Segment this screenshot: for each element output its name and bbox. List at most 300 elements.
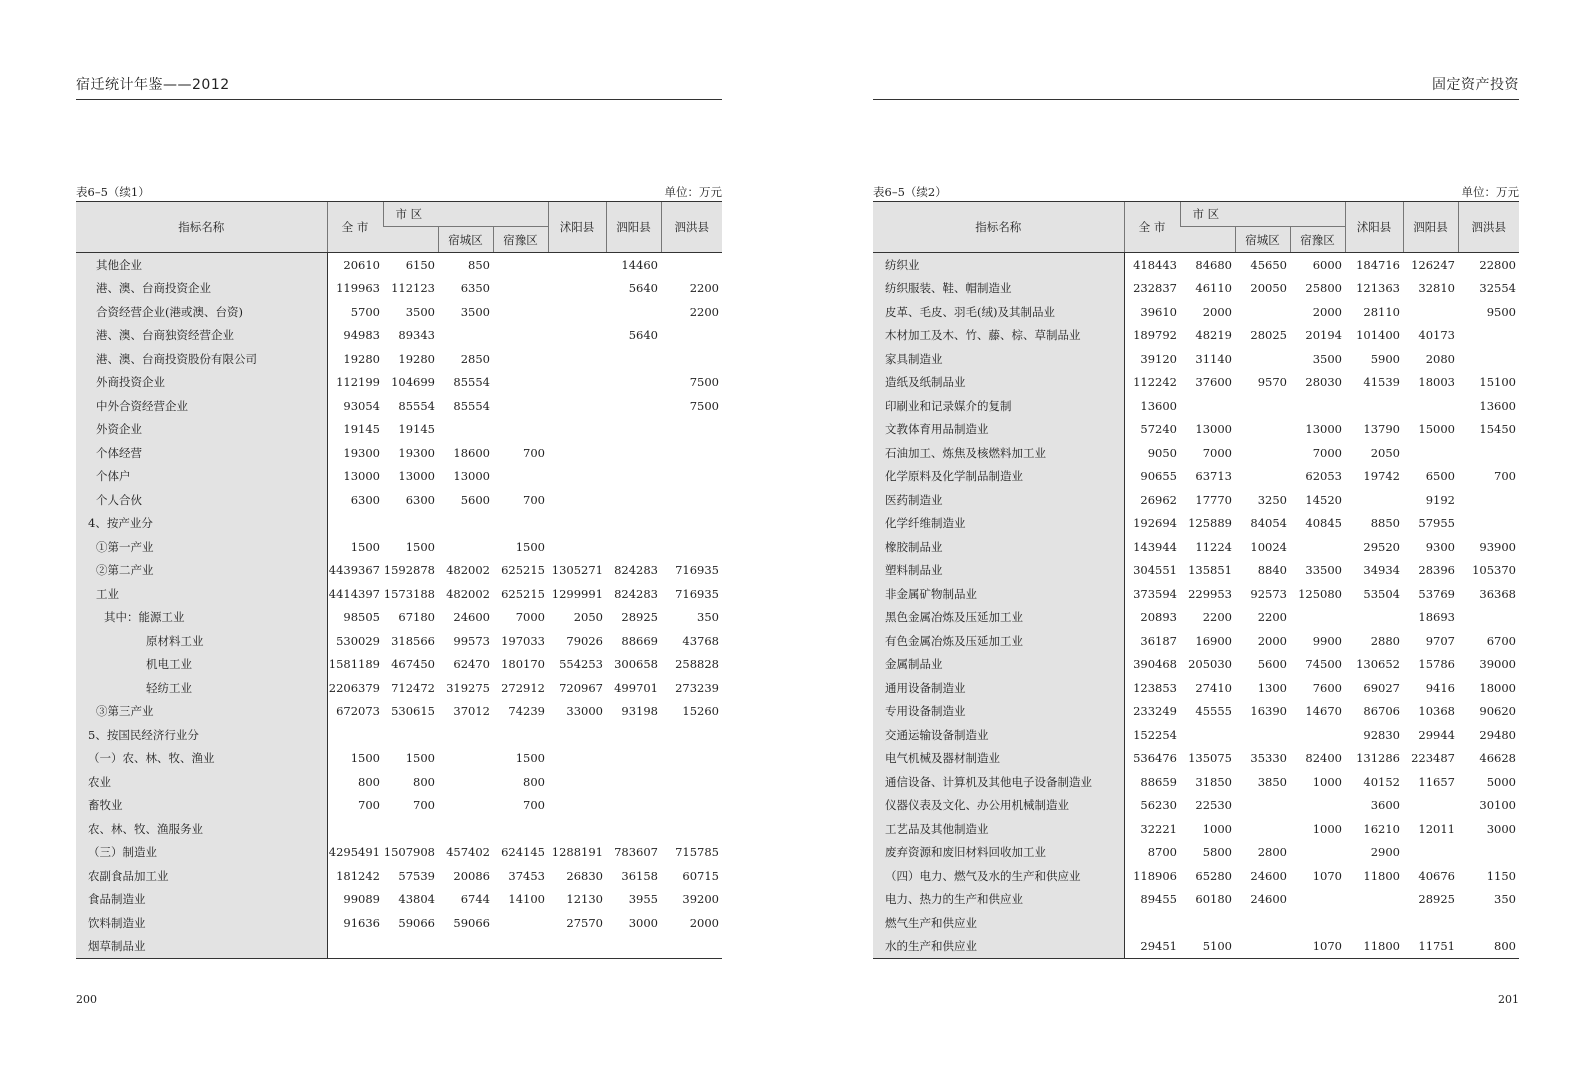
row-label: 医药制造业	[873, 488, 1124, 512]
cell-value: 7600	[1312, 680, 1342, 695]
row-label: 个体经营	[76, 441, 327, 465]
cell-value: 125889	[1188, 516, 1232, 531]
cell-value	[548, 300, 606, 324]
cell-value: 14670	[1305, 704, 1342, 719]
table-row	[76, 794, 722, 818]
cell-value: 3500	[405, 304, 435, 319]
cell-value: 48219	[1195, 328, 1232, 343]
cell-value	[493, 277, 548, 301]
cell-value: 223487	[1411, 751, 1455, 766]
cell-value	[661, 465, 722, 489]
cell-value: 1070	[1312, 868, 1342, 883]
cell-value	[1403, 841, 1458, 865]
row-label: 港、澳、台商投资企业	[76, 277, 327, 301]
cell-value: 373594	[1133, 586, 1177, 601]
cell-value: 15000	[1418, 422, 1455, 437]
table-caption	[76, 184, 722, 200]
cell-value	[1235, 935, 1290, 959]
cell-value	[1345, 911, 1403, 935]
row-label: 有色金属冶炼及压延加工业	[873, 629, 1124, 653]
table-row	[873, 394, 1519, 418]
header-whole-city: 全 市	[1124, 202, 1180, 253]
row-label: 废弃资源和废旧材料回收加工业	[873, 841, 1124, 865]
table-row	[873, 488, 1519, 512]
cell-value: 273239	[675, 680, 719, 695]
cell-value: 60715	[682, 868, 719, 883]
cell-value: 15260	[682, 704, 719, 719]
cell-value: 62053	[1305, 469, 1342, 484]
table-row	[76, 441, 722, 465]
cell-value	[438, 935, 493, 959]
row-label: 石油加工、炼焦及核燃料加工业	[873, 441, 1124, 465]
row-label: 非金属矿物制品业	[873, 582, 1124, 606]
row-label: 纺织服装、鞋、帽制造业	[873, 277, 1124, 301]
table-row	[76, 277, 722, 301]
cell-value: 2850	[460, 351, 490, 366]
cell-value	[1180, 723, 1235, 747]
table-row	[76, 253, 722, 277]
cell-value	[661, 535, 722, 559]
cell-value: 28110	[1363, 304, 1400, 319]
cell-value: 783607	[614, 845, 658, 860]
cell-value	[1458, 841, 1519, 865]
cell-value	[493, 723, 548, 747]
cell-value	[1235, 347, 1290, 371]
table-row	[873, 582, 1519, 606]
cell-value: 13000	[398, 469, 435, 484]
cell-value: 390468	[1133, 657, 1177, 672]
cell-value: 2080	[1425, 351, 1455, 366]
cell-value: 36187	[1140, 633, 1177, 648]
cell-value	[327, 723, 383, 747]
cell-value: 63713	[1195, 469, 1232, 484]
table-row	[76, 559, 722, 583]
cell-value: 22800	[1479, 257, 1516, 272]
cell-value: 1300	[1257, 680, 1287, 695]
cell-value	[1290, 841, 1345, 865]
cell-value: 7000	[1202, 445, 1232, 460]
cell-value: 18600	[453, 445, 490, 460]
cell-value	[548, 394, 606, 418]
cell-value: 24600	[453, 610, 490, 625]
cell-value: 1070	[1290, 935, 1345, 959]
cell-value: 41539	[1363, 375, 1400, 390]
cell-value: 9500	[1486, 304, 1516, 319]
cell-value: 5600	[460, 492, 490, 507]
cell-value: 15450	[1479, 422, 1516, 437]
cell-value: 1500	[515, 751, 545, 766]
cell-value: 258828	[675, 657, 719, 672]
cell-value	[438, 817, 493, 841]
cell-value: 94983	[343, 328, 380, 343]
cell-value: 205030	[1188, 657, 1232, 672]
cell-value	[1290, 535, 1345, 559]
cell-value: 7500	[689, 375, 719, 390]
table-row	[76, 324, 722, 348]
table-row	[873, 559, 1519, 583]
running-head-title: 宿迁统计年鉴——2012	[76, 74, 722, 100]
cell-value: 20086	[453, 868, 490, 883]
table-body	[76, 253, 722, 959]
row-label: 原材料工业	[76, 629, 327, 653]
table-body	[873, 253, 1519, 959]
row-label: 饮料制造业	[76, 911, 327, 935]
cell-value: 536476	[1133, 751, 1177, 766]
row-label: （四）电力、燃气及水的生产和供应业	[873, 864, 1124, 888]
cell-value: 60180	[1195, 892, 1232, 907]
cell-value	[1458, 911, 1519, 935]
cell-value: 30100	[1479, 798, 1516, 813]
cell-value: 672073	[336, 704, 380, 719]
cell-value: 850	[468, 257, 490, 272]
cell-value: 67180	[398, 610, 435, 625]
cell-value: 14100	[508, 892, 545, 907]
cell-value: 32554	[1479, 281, 1516, 296]
cell-value	[606, 747, 661, 771]
cell-value	[661, 347, 722, 371]
cell-value: 18000	[1479, 680, 1516, 695]
cell-value	[383, 935, 438, 959]
cell-value: 93198	[621, 704, 658, 719]
cell-value: 46628	[1479, 751, 1516, 766]
cell-value: 17770	[1195, 492, 1232, 507]
row-label: 工业	[76, 582, 327, 606]
cell-value: 12011	[1418, 821, 1455, 836]
cell-value: 4414397	[328, 586, 380, 601]
cell-value: 2050	[573, 610, 603, 625]
cell-value: 57240	[1140, 422, 1177, 437]
cell-value: 2880	[1370, 633, 1400, 648]
cell-value: 1500	[515, 539, 545, 554]
cell-value	[1290, 911, 1345, 935]
cell-value: 1305271	[551, 563, 603, 578]
row-label: 水的生产和供应业	[873, 935, 1124, 959]
table-row	[873, 864, 1519, 888]
row-label: 中外合资经营企业	[76, 394, 327, 418]
cell-value: 59066	[398, 915, 435, 930]
table-row	[76, 700, 722, 724]
cell-value	[493, 418, 548, 442]
table-row	[873, 935, 1519, 959]
cell-value: 715785	[675, 845, 719, 860]
cell-value: 20893	[1140, 610, 1177, 625]
cell-value	[1403, 441, 1458, 465]
cell-value	[493, 371, 548, 395]
row-label: 木材加工及木、竹、藤、棕、草制品业	[873, 324, 1124, 348]
table-row	[873, 535, 1519, 559]
cell-value	[548, 817, 606, 841]
header-indicator-name: 指标名称	[76, 202, 327, 253]
cell-value: 318566	[391, 633, 435, 648]
cell-value: 716935	[675, 563, 719, 578]
cell-value: 69027	[1363, 680, 1400, 695]
cell-value: 28925	[621, 610, 658, 625]
cell-value	[661, 512, 722, 536]
cell-value: 112242	[1133, 375, 1177, 390]
cell-value: 32221	[1140, 821, 1177, 836]
cell-value: 824283	[614, 563, 658, 578]
cell-value	[661, 441, 722, 465]
row-label: 电力、热力的生产和供应业	[873, 888, 1124, 912]
cell-value	[438, 723, 493, 747]
cell-value	[548, 512, 606, 536]
cell-value: 79026	[566, 633, 603, 648]
cell-value	[548, 253, 606, 277]
cell-value	[606, 418, 661, 442]
table-row	[76, 347, 722, 371]
cell-value: 92830	[1363, 727, 1400, 742]
cell-value: 20194	[1305, 328, 1342, 343]
cell-value: 3850	[1257, 774, 1287, 789]
cell-value	[606, 794, 661, 818]
cell-value: 65280	[1195, 868, 1232, 883]
table-row	[76, 888, 722, 912]
cell-value: 6150	[405, 257, 435, 272]
cell-value: 20050	[1250, 281, 1287, 296]
table-row	[76, 723, 722, 747]
cell-value: 3955	[628, 892, 658, 907]
cell-value: 29451	[1124, 935, 1180, 959]
cell-value: 29480	[1479, 727, 1516, 742]
cell-value: 135851	[1188, 563, 1232, 578]
header-urban-district: 市 区	[1180, 202, 1345, 227]
cell-value: 6000	[1312, 257, 1342, 272]
cell-value: 37012	[453, 704, 490, 719]
cell-value	[606, 935, 661, 959]
cell-value: 26962	[1140, 492, 1177, 507]
row-label: 电气机械及器材制造业	[873, 747, 1124, 771]
table-number: 表6–5（续2）	[873, 185, 947, 199]
cell-value: 9192	[1425, 492, 1455, 507]
cell-value: 123853	[1133, 680, 1177, 695]
cell-value: 152254	[1133, 727, 1177, 742]
header-siyang: 泗阳县	[1403, 202, 1458, 253]
cell-value: 35330	[1250, 751, 1287, 766]
cell-value: 4439367	[328, 563, 380, 578]
cell-value: 14460	[621, 257, 658, 272]
row-label: 港、澳、台商投资股份有限公司	[76, 347, 327, 371]
cell-value	[493, 817, 548, 841]
cell-value	[1290, 394, 1345, 418]
cell-value: 2206379	[328, 680, 380, 695]
cell-value: 6700	[1486, 633, 1516, 648]
cell-value	[548, 935, 606, 959]
cell-value	[548, 488, 606, 512]
header-urban-subtotal-blank	[1180, 227, 1235, 253]
cell-value: 6300	[350, 492, 380, 507]
cell-value: 19145	[343, 422, 380, 437]
cell-value	[1345, 888, 1403, 912]
cell-value: 1507908	[383, 845, 435, 860]
cell-value: 3000	[628, 915, 658, 930]
cell-value: 118906	[1133, 868, 1177, 883]
table-row	[873, 629, 1519, 653]
header-sucheng: 宿城区	[1235, 227, 1290, 253]
cell-value: 40845	[1305, 516, 1342, 531]
cell-value	[1345, 606, 1403, 630]
cell-value: 1000	[1312, 821, 1342, 836]
cell-value: 1150	[1486, 868, 1516, 883]
cell-value	[383, 512, 438, 536]
cell-value: 40676	[1418, 868, 1455, 883]
cell-value: 29520	[1363, 539, 1400, 554]
table-row	[76, 488, 722, 512]
cell-value	[383, 817, 438, 841]
cell-value: 467450	[391, 657, 435, 672]
table-row	[76, 817, 722, 841]
header-suyu: 宿豫区	[493, 227, 548, 253]
table-row	[873, 441, 1519, 465]
header-suyu: 宿豫区	[1290, 227, 1345, 253]
cell-value	[606, 817, 661, 841]
cell-value: 19280	[343, 351, 380, 366]
row-label: 家具制造业	[873, 347, 1124, 371]
row-label: 机电工业	[76, 653, 327, 677]
cell-value: 11657	[1418, 774, 1455, 789]
cell-value: 499701	[614, 680, 658, 695]
cell-value: 6744	[460, 892, 490, 907]
cell-value: 88659	[1140, 774, 1177, 789]
cell-value	[383, 723, 438, 747]
cell-value: 11800	[1363, 868, 1400, 883]
cell-value	[606, 465, 661, 489]
cell-value	[1345, 394, 1403, 418]
cell-value: 229953	[1188, 586, 1232, 601]
cell-value: 24600	[1250, 892, 1287, 907]
cell-value: 457402	[446, 845, 490, 860]
cell-value: 84054	[1250, 516, 1287, 531]
cell-value: 45555	[1195, 704, 1232, 719]
cell-value	[1235, 441, 1290, 465]
cell-value	[548, 277, 606, 301]
row-label: 其中：能源工业	[76, 606, 327, 630]
cell-value: 20610	[343, 257, 380, 272]
cell-value	[1290, 794, 1345, 818]
cell-value: 9416	[1425, 680, 1455, 695]
cell-value	[1180, 394, 1235, 418]
cell-value: 7000	[515, 610, 545, 625]
cell-value: 1000	[1202, 821, 1232, 836]
cell-value	[438, 512, 493, 536]
cell-value	[1180, 911, 1235, 935]
cell-value: 184716	[1356, 257, 1400, 272]
page-number: 200	[76, 993, 97, 1006]
cell-value	[606, 347, 661, 371]
cell-value: 2800	[1257, 845, 1287, 860]
row-label: 5、按国民经济行业分	[76, 723, 327, 747]
cell-value: 93900	[1479, 539, 1516, 554]
row-label: 黑色金属冶炼及压延加工业	[873, 606, 1124, 630]
cell-value	[327, 512, 383, 536]
page-number: 201	[1498, 993, 1519, 1006]
cell-value: 1299991	[551, 586, 603, 601]
cell-value	[1124, 911, 1180, 935]
cell-value: 93054	[343, 398, 380, 413]
cell-value: 15100	[1479, 375, 1516, 390]
cell-value	[493, 512, 548, 536]
cell-value	[548, 418, 606, 442]
cell-value	[661, 935, 722, 959]
cell-value: 9050	[1147, 445, 1177, 460]
cell-value	[493, 911, 548, 935]
cell-value: 53504	[1363, 586, 1400, 601]
row-label: 造纸及纸制品业	[873, 371, 1124, 395]
table-row	[76, 841, 722, 865]
cell-value: 625215	[501, 563, 545, 578]
table-row	[76, 747, 722, 771]
header-sucheng: 宿城区	[438, 227, 493, 253]
table-row	[76, 676, 722, 700]
table-row	[873, 841, 1519, 865]
cell-value: 59066	[453, 915, 490, 930]
cell-value: 26830	[566, 868, 603, 883]
cell-value: 350	[697, 610, 719, 625]
cell-value: 5700	[350, 304, 380, 319]
running-head-title: 固定资产投资	[873, 74, 1519, 100]
cell-value: 700	[523, 798, 545, 813]
cell-value	[661, 324, 722, 348]
cell-value	[1290, 723, 1345, 747]
row-label: 燃气生产和供应业	[873, 911, 1124, 935]
cell-value: 29944	[1418, 727, 1455, 742]
table-row	[76, 465, 722, 489]
cell-value: 181242	[336, 868, 380, 883]
row-label: ②第二产业	[76, 559, 327, 583]
cell-value	[606, 535, 661, 559]
cell-value: 13000	[343, 469, 380, 484]
cell-value: 1592878	[383, 563, 435, 578]
cell-value: 2000	[1312, 304, 1342, 319]
cell-value: 27570	[566, 915, 603, 930]
cell-value: 28030	[1305, 375, 1342, 390]
cell-value: 34934	[1363, 563, 1400, 578]
cell-value: 126247	[1411, 257, 1455, 272]
cell-value: 11800	[1345, 935, 1403, 959]
cell-value: 40152	[1363, 774, 1400, 789]
cell-value: 43768	[682, 633, 719, 648]
cell-value: 712472	[391, 680, 435, 695]
row-label: 其他企业	[76, 253, 327, 277]
row-label: 农业	[76, 770, 327, 794]
row-label: 轻纺工业	[76, 676, 327, 700]
row-label: 外资企业	[76, 418, 327, 442]
cell-value	[606, 512, 661, 536]
cell-value: 91636	[343, 915, 380, 930]
cell-value: 33500	[1305, 563, 1342, 578]
cell-value: 5640	[628, 281, 658, 296]
row-label: 纺织业	[873, 253, 1124, 277]
cell-value: 16390	[1250, 704, 1287, 719]
cell-value: 2050	[1370, 445, 1400, 460]
table-row	[76, 418, 722, 442]
cell-value	[548, 441, 606, 465]
table-row	[76, 394, 722, 418]
cell-value: 10024	[1250, 539, 1287, 554]
table-row	[76, 935, 722, 959]
cell-value: 5900	[1370, 351, 1400, 366]
table-row	[873, 817, 1519, 841]
cell-value	[1290, 888, 1345, 912]
cell-value: 720967	[559, 680, 603, 695]
investment-table	[873, 201, 1519, 959]
cell-value	[1235, 723, 1290, 747]
table-row	[873, 653, 1519, 677]
cell-value	[548, 347, 606, 371]
cell-value: 90655	[1140, 469, 1177, 484]
row-label: 烟草制品业	[76, 935, 327, 959]
cell-value	[548, 535, 606, 559]
cell-value: 7500	[689, 398, 719, 413]
